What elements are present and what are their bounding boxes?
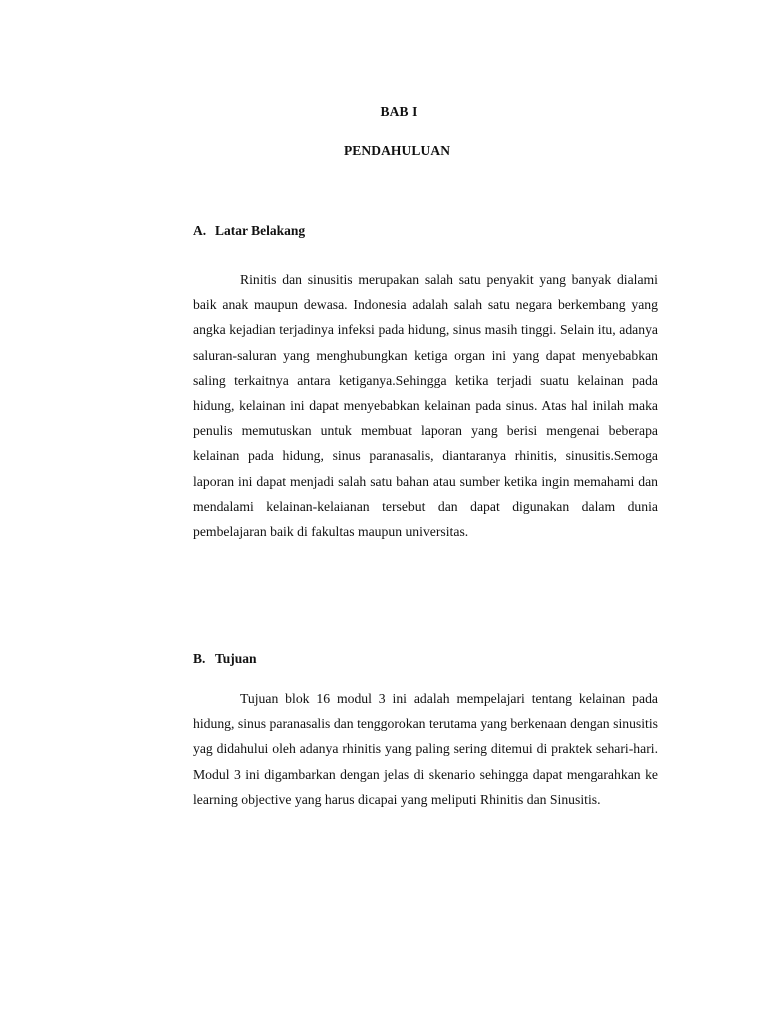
section-heading-tujuan [193, 651, 257, 667]
section-letter: A. [193, 223, 207, 238]
section-title: Tujuan [215, 651, 257, 666]
paragraph-tujuan: Tujuan blok 16 modul 3 ini adalah mempelajari tentang kelainan pada hidung, sinus paranasalis dan tenggorokan terutama yang berkenaan dengan sinusitis yag didahului oleh adanya rhinitis yang paling sering ditemui di praktek sehari-hari. Modul 3 ini digambarkan dengan jelas di skenario sehingga dapat mengarahkan ke learning objective yang harus dicapai yang meliputi Rhinitis dan Sinusitis. [193, 691, 658, 807]
section-heading-latar-belakang [193, 223, 305, 239]
chapter-number: BAB I [380, 104, 418, 119]
section-title: Latar Belakang [215, 223, 306, 238]
section-letter: B. [193, 651, 206, 666]
chapter-title: PENDAHULUAN [343, 143, 451, 158]
paragraph-latar-belakang: Rinitis dan sinusitis merupakan salah satu penyakit yang banyak dialami baik anak maupun dewasa. Indonesia adalah salah satu negara berkembang yang angka kejadian terjadinya infeksi pada hidung, sinus masih tinggi. Selain itu, adanya saluran-saluran yang menghubungkan ketiga organ ini yang dapat menyebabkan saling terkaitnya antara ketiganya.Sehingga ketika terjadi suatu kelainan pada hidung, kelainan ini dapat menyebabkan kelainan pada sinus. Atas hal inilah maka penulis memutuskan untuk membuat laporan yang berisi mengenai beberapa kelainan pada hidung, sinus paranasalis, diantaranya rhinitis, sinusitis.Semoga laporan ini dapat menjadi salah satu bahan atau sumber ketika ingin memahami dan mendalami kelainan-kelaianan tersebut dan dapat digunakan dalam dunia pembelajaran baik di fakultas maupun universitas. [193, 272, 658, 540]
